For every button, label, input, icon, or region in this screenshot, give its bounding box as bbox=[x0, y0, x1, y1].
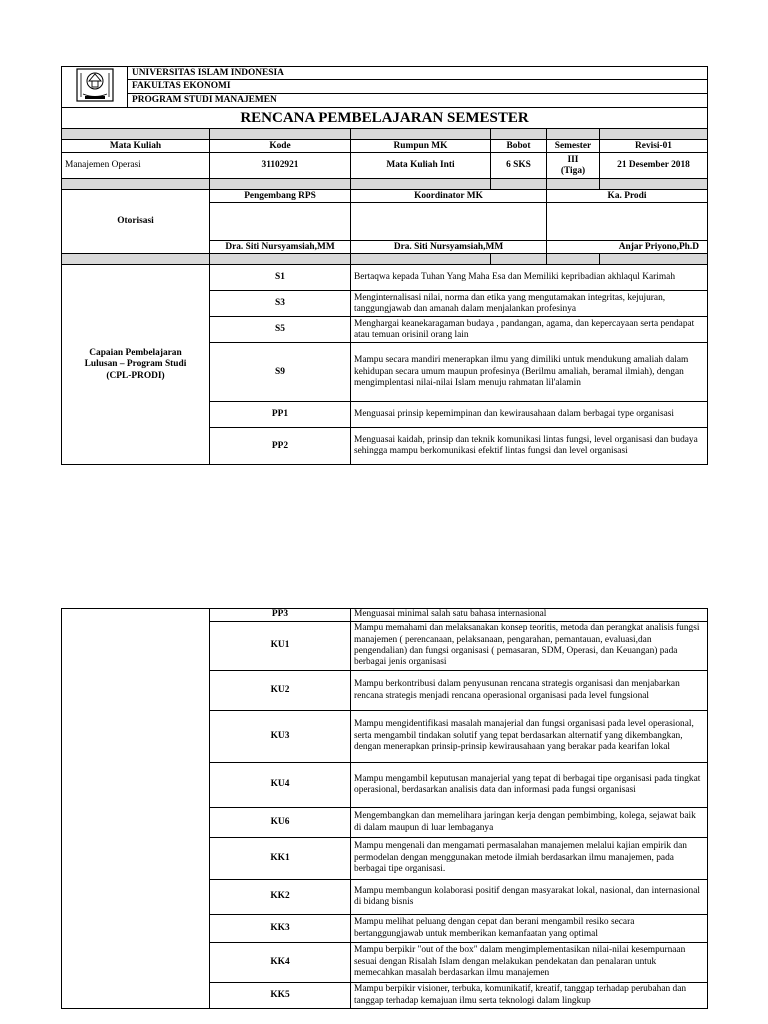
rumpun-header: Rumpun MK bbox=[351, 140, 491, 153]
cpl-description: Mampu mengidentifikasi masalah manajerial dan fungsi organisasi pada level operasional, serta mengambil tindakan solutif yang tepat berdasarkan alternatif yang dikembangkan, dengan menerapkan prinsip-prinsip kewirausahaan yang berakar pada kearifan lokal bbox=[351, 711, 708, 763]
cpl-description: Mampu mengambil keputusan manajerial yang tepat di berbagai tipe organisasi pada tingkat operasional, berdasarkan analisis data dan informasi pada fungsi organisasi bbox=[351, 763, 708, 808]
cpl-description: Menghargai keanekaragaman budaya , pandangan, agama, dan kepercayaan serta pendapat atau temuan orisinil orang lain bbox=[351, 317, 708, 343]
semester-value bbox=[547, 153, 600, 179]
cpl-code: S3 bbox=[210, 291, 351, 317]
spacer-row bbox=[62, 179, 708, 190]
cpl-description: Mampu secara mandiri menerapkan ilmu yang dimiliki untuk mendukung amaliah dalam kehidupan secara umum maupun profesinya (Berilmu amaliah, beramal ilmiah), dengan mengimplentasi nilai-nilai Islam menuju rahmatan lil'alamin bbox=[351, 343, 708, 402]
cpl-description: Menguasai kaidah, prinsip dan teknik komunikasi lintas fungsi, level organisasi dan budaya sehingga mampu berkomunikasi efektif lintas fungsi dan level organisasi bbox=[351, 428, 708, 465]
cpl-description: Menguasai minimal salah satu bahasa internasional bbox=[351, 609, 708, 622]
cpl-code: S1 bbox=[210, 265, 351, 291]
program-name: PROGRAM STUDI MANAJEMEN bbox=[128, 93, 708, 108]
spacer-row bbox=[62, 129, 708, 140]
pengembang-header: Pengembang RPS bbox=[210, 190, 351, 203]
pengembang-signature bbox=[210, 203, 351, 241]
cpl-code: KK5 bbox=[210, 983, 351, 1009]
bobot-value: 6 SKS bbox=[491, 153, 547, 179]
cpl-row bbox=[62, 609, 708, 622]
cpl-label-continued bbox=[62, 609, 210, 1009]
semester-header: Semester bbox=[547, 140, 600, 153]
cpl-code: KU3 bbox=[210, 711, 351, 763]
cpl-description: Mengembangkan dan memelihara jaringan kerja dengan pembimbing, kolega, sejawat baik di dalam maupun di luar lembaganya bbox=[351, 808, 708, 838]
mata-kuliah-value: Manajemen Operasi bbox=[62, 153, 210, 179]
cpl-description: Menguasai prinsip kepemimpinan dan kewirausahaan dalam berbagai type organisasi bbox=[351, 402, 708, 428]
pengembang-name: Dra. Siti Nursyamsiah,MM bbox=[210, 241, 351, 254]
rps-main-table bbox=[61, 66, 708, 465]
cpl-description: Mampu mengenali dan mengamati permasalahan manajemen melalui kajian empirik dan permodelan dengan menggunakan metode ilmiah berdasarkan ilmu manajemen, pada berbagai tipe organisasi. bbox=[351, 838, 708, 880]
semester-words: (Tiga) bbox=[560, 165, 586, 176]
kaprodi-signature bbox=[547, 203, 708, 241]
cpl-code: KU1 bbox=[210, 622, 351, 671]
cpl-label-line1: Capaian Pembelajaran bbox=[89, 347, 182, 358]
revisi-date: 21 Desember 2018 bbox=[600, 153, 708, 179]
kode-value: 31102921 bbox=[210, 153, 351, 179]
cpl-code: PP1 bbox=[210, 402, 351, 428]
document-title: RENCANA PEMBELAJARAN SEMESTER bbox=[62, 108, 708, 129]
kaprodi-name: Anjar Priyono,Ph.D bbox=[547, 241, 708, 254]
cpl-code: S5 bbox=[210, 317, 351, 343]
course-value-row bbox=[62, 153, 708, 179]
cpl-code: KU6 bbox=[210, 808, 351, 838]
university-logo bbox=[62, 67, 128, 108]
kaprodi-header: Ka. Prodi bbox=[547, 190, 708, 203]
cpl-code: KK4 bbox=[210, 943, 351, 983]
cpl-label bbox=[62, 265, 210, 465]
university-seal-icon bbox=[75, 67, 115, 103]
koordinator-header: Koordinator MK bbox=[351, 190, 547, 203]
cpl-code: KK2 bbox=[210, 880, 351, 915]
koordinator-name: Dra. Siti Nursyamsiah,MM bbox=[351, 241, 547, 254]
university-name: UNIVERSITAS ISLAM INDONESIA bbox=[128, 67, 708, 80]
cpl-code: KK3 bbox=[210, 915, 351, 943]
otorisasi-label: Otorisasi bbox=[62, 190, 210, 254]
cpl-code: KK1 bbox=[210, 838, 351, 880]
cpl-description: Mampu membangun kolaborasi positif dengan masyarakat lokal, nasional, dan internasional di bidang bisnis bbox=[351, 880, 708, 915]
cpl-description: Mampu berpikir visioner, terbuka, komunikatif, kreatif, tanggap terhadap perubahan dan tanggap terhadap kemajuan ilmu serta teknologi dalam lingkup bbox=[351, 983, 708, 1009]
cpl-label-line3: (CPL-PRODI) bbox=[106, 370, 165, 381]
cpl-label-line2: Lulusan – Program Studi bbox=[84, 359, 187, 370]
kode-header: Kode bbox=[210, 140, 351, 153]
koordinator-signature bbox=[351, 203, 547, 241]
cpl-description: Menginternalisasi nilai, norma dan etika yang mengutamakan integritas, kejujuran, tanggungjawab dan amanah dalam menjalankan profesinya bbox=[351, 291, 708, 317]
cpl-description: Mampu memahami dan melaksanakan konsep teoritis, metoda dan perangkat analisis fungsi manajemen ( perencanaan, pelaksanaan, pengarahan, pemantauan, evaluasi,dan pengendalian) dan fungsi organisasi ( pemasaran, SDM, Operasi, dan Keuangan) pada berbagai jenis organisasi bbox=[351, 622, 708, 671]
cpl-description: Mampu berpikir "out of the box" dalam mengimplementasikan nilai-nilai kesempurnaan sesuai dengan Risalah Islam dengan melakukan pendekatan dan penalaran untuk memecahkan masalah berdasarkan ilmu manajemen bbox=[351, 943, 708, 983]
revisi-header: Revisi-01 bbox=[600, 140, 708, 153]
cpl-code: PP3 bbox=[210, 609, 351, 622]
course-header-row bbox=[62, 140, 708, 153]
cpl-description: Bertaqwa kepada Tuhan Yang Maha Esa dan Memiliki kepribadian akhlaqul Karimah bbox=[351, 265, 708, 291]
cpl-code: KU4 bbox=[210, 763, 351, 808]
cpl-code: KU2 bbox=[210, 671, 351, 711]
cpl-code: S9 bbox=[210, 343, 351, 402]
mata-kuliah-header: Mata Kuliah bbox=[62, 140, 210, 153]
rumpun-value: Mata Kuliah Inti bbox=[351, 153, 491, 179]
bobot-header: Bobot bbox=[491, 140, 547, 153]
cpl-code: PP2 bbox=[210, 428, 351, 465]
cpl-row bbox=[62, 265, 708, 291]
spacer-row bbox=[62, 254, 708, 265]
semester-roman: III bbox=[567, 154, 579, 165]
faculty-name: FAKULTAS EKONOMI bbox=[128, 80, 708, 93]
cpl-description: Mampu melihat peluang dengan cepat dan berani mengambil resiko secara bertanggungjawab untuk memberikan kemanfaatan yang optimal bbox=[351, 915, 708, 943]
cpl-description: Mampu berkontribusi dalam penyusunan rencana strategis organisasi dan menjabarkan rencana strategis menjadi rencana operasional organisasi pada level fungsional bbox=[351, 671, 708, 711]
cpl-continued-table bbox=[61, 608, 708, 1009]
